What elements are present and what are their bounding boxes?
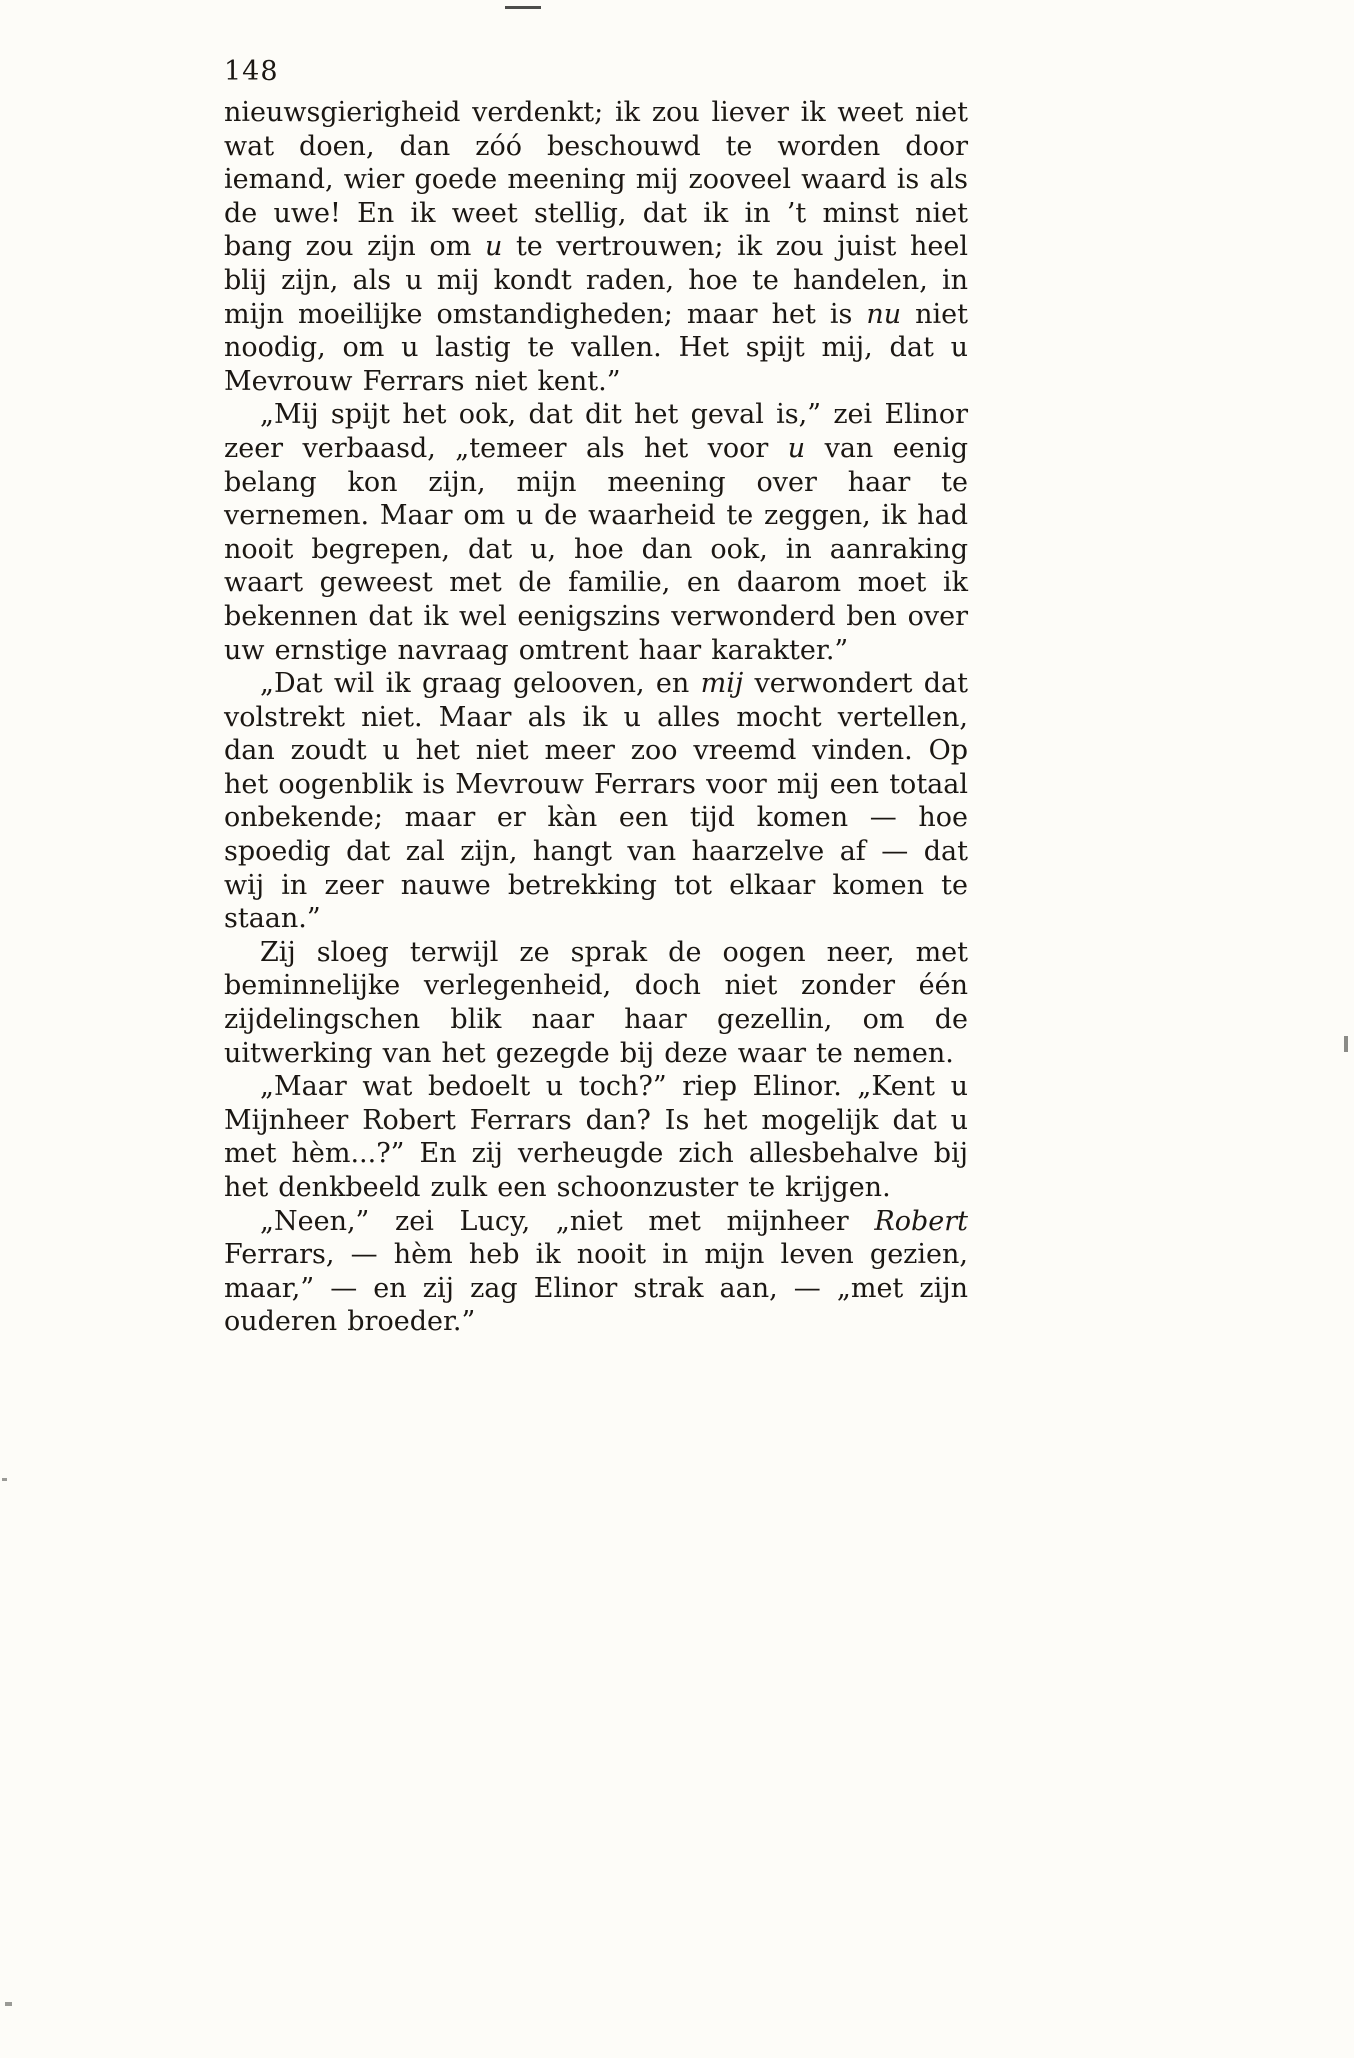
scan-artifact (2, 1478, 7, 1481)
text-run: „Maar wat bedoelt u toch?” riep Elinor. „Kent u Mijnheer Robert Ferrars dan? Is het mogelijk dat u met hèm...?” En zij verheugde zich allesbehalve bij het denkbeeld zulk een schoonzuster te krijgen. (224, 1071, 968, 1203)
italic-run: nu (866, 298, 902, 330)
paragraph (224, 936, 968, 1070)
italic-run: Robert (874, 1205, 968, 1237)
scan-artifact (1344, 1036, 1348, 1052)
text-run: van eenig belang kon zijn, mijn meening over haar te vernemen. Maar om u de waarheid te zeggen, ik had nooit begrepen, dat u, hoe dan ook, in aanraking waart geweest met de familie, en daarom moet ik bekennen dat ik wel eenigszins verwonderd ben over uw ernstige navraag omtrent haar karakter.” (224, 432, 968, 666)
italic-run: u (484, 231, 503, 263)
text-run: Ferrars, — hèm heb ik nooit in mijn leven gezien, maar,” — en zij zag Elinor strak aan, — „met zijn ouderen broeder.” (224, 1239, 968, 1338)
text-run: nieuwsgierigheid verdenkt; ik zou liever ik weet niet wat doen, dan zóó beschouwd te worden door iemand, wier goede meening mij zooveel waard is als de uwe! En ik weet stellig, dat ik in ’t minst niet bang zou zijn om (224, 97, 968, 263)
paragraph (224, 1070, 968, 1204)
scan-artifact (505, 6, 541, 9)
text-run: „Neen,” zei Lucy, „niet met mijnheer (260, 1205, 875, 1237)
paragraph (224, 1205, 968, 1339)
text-run: „Mij spijt het ook, dat dit het geval is,” zei Elinor zeer verbaasd, „temeer als het voor (224, 399, 968, 464)
paragraph (224, 96, 968, 398)
page-number: 148 (224, 56, 279, 87)
italic-run: mij (700, 668, 744, 700)
page-text (224, 96, 968, 1339)
italic-run: u (787, 432, 806, 464)
paragraph (224, 398, 968, 667)
scan-artifact (5, 2002, 12, 2006)
paragraph (224, 667, 968, 936)
text-run: verwondert dat volstrekt niet. Maar als ik u alles mocht vertellen, dan zoudt u het niet meer zoo vreemd vinden. Op het oogenblik is Mevrouw Ferrars voor mij een totaal onbekende; maar er kàn een tijd komen — hoe spoedig dat zal zijn, hangt van haarzelve af — dat wij in zeer nauwe betrekking tot elkaar komen te staan.” (224, 668, 969, 935)
text-run: Zij sloeg terwijl ze sprak de oogen neer, met beminnelijke verlegenheid, doch niet zonder één zijdelingschen blik naar haar gezellin, om de uitwerking van het gezegde bij deze waar te nemen. (224, 936, 968, 1069)
text-run: te vertrouwen; ik zou juist heel blij zijn, als u mij kondt raden, hoe te handelen, in mijn moeilijke omstandigheden; maar het is (224, 231, 969, 330)
text-run: niet noodig, om u lastig te vallen. Het spijt mij, dat u Mevrouw Ferrars niet kent.” (224, 298, 968, 397)
text-run: „Dat wil ik graag gelooven, en (260, 668, 701, 700)
